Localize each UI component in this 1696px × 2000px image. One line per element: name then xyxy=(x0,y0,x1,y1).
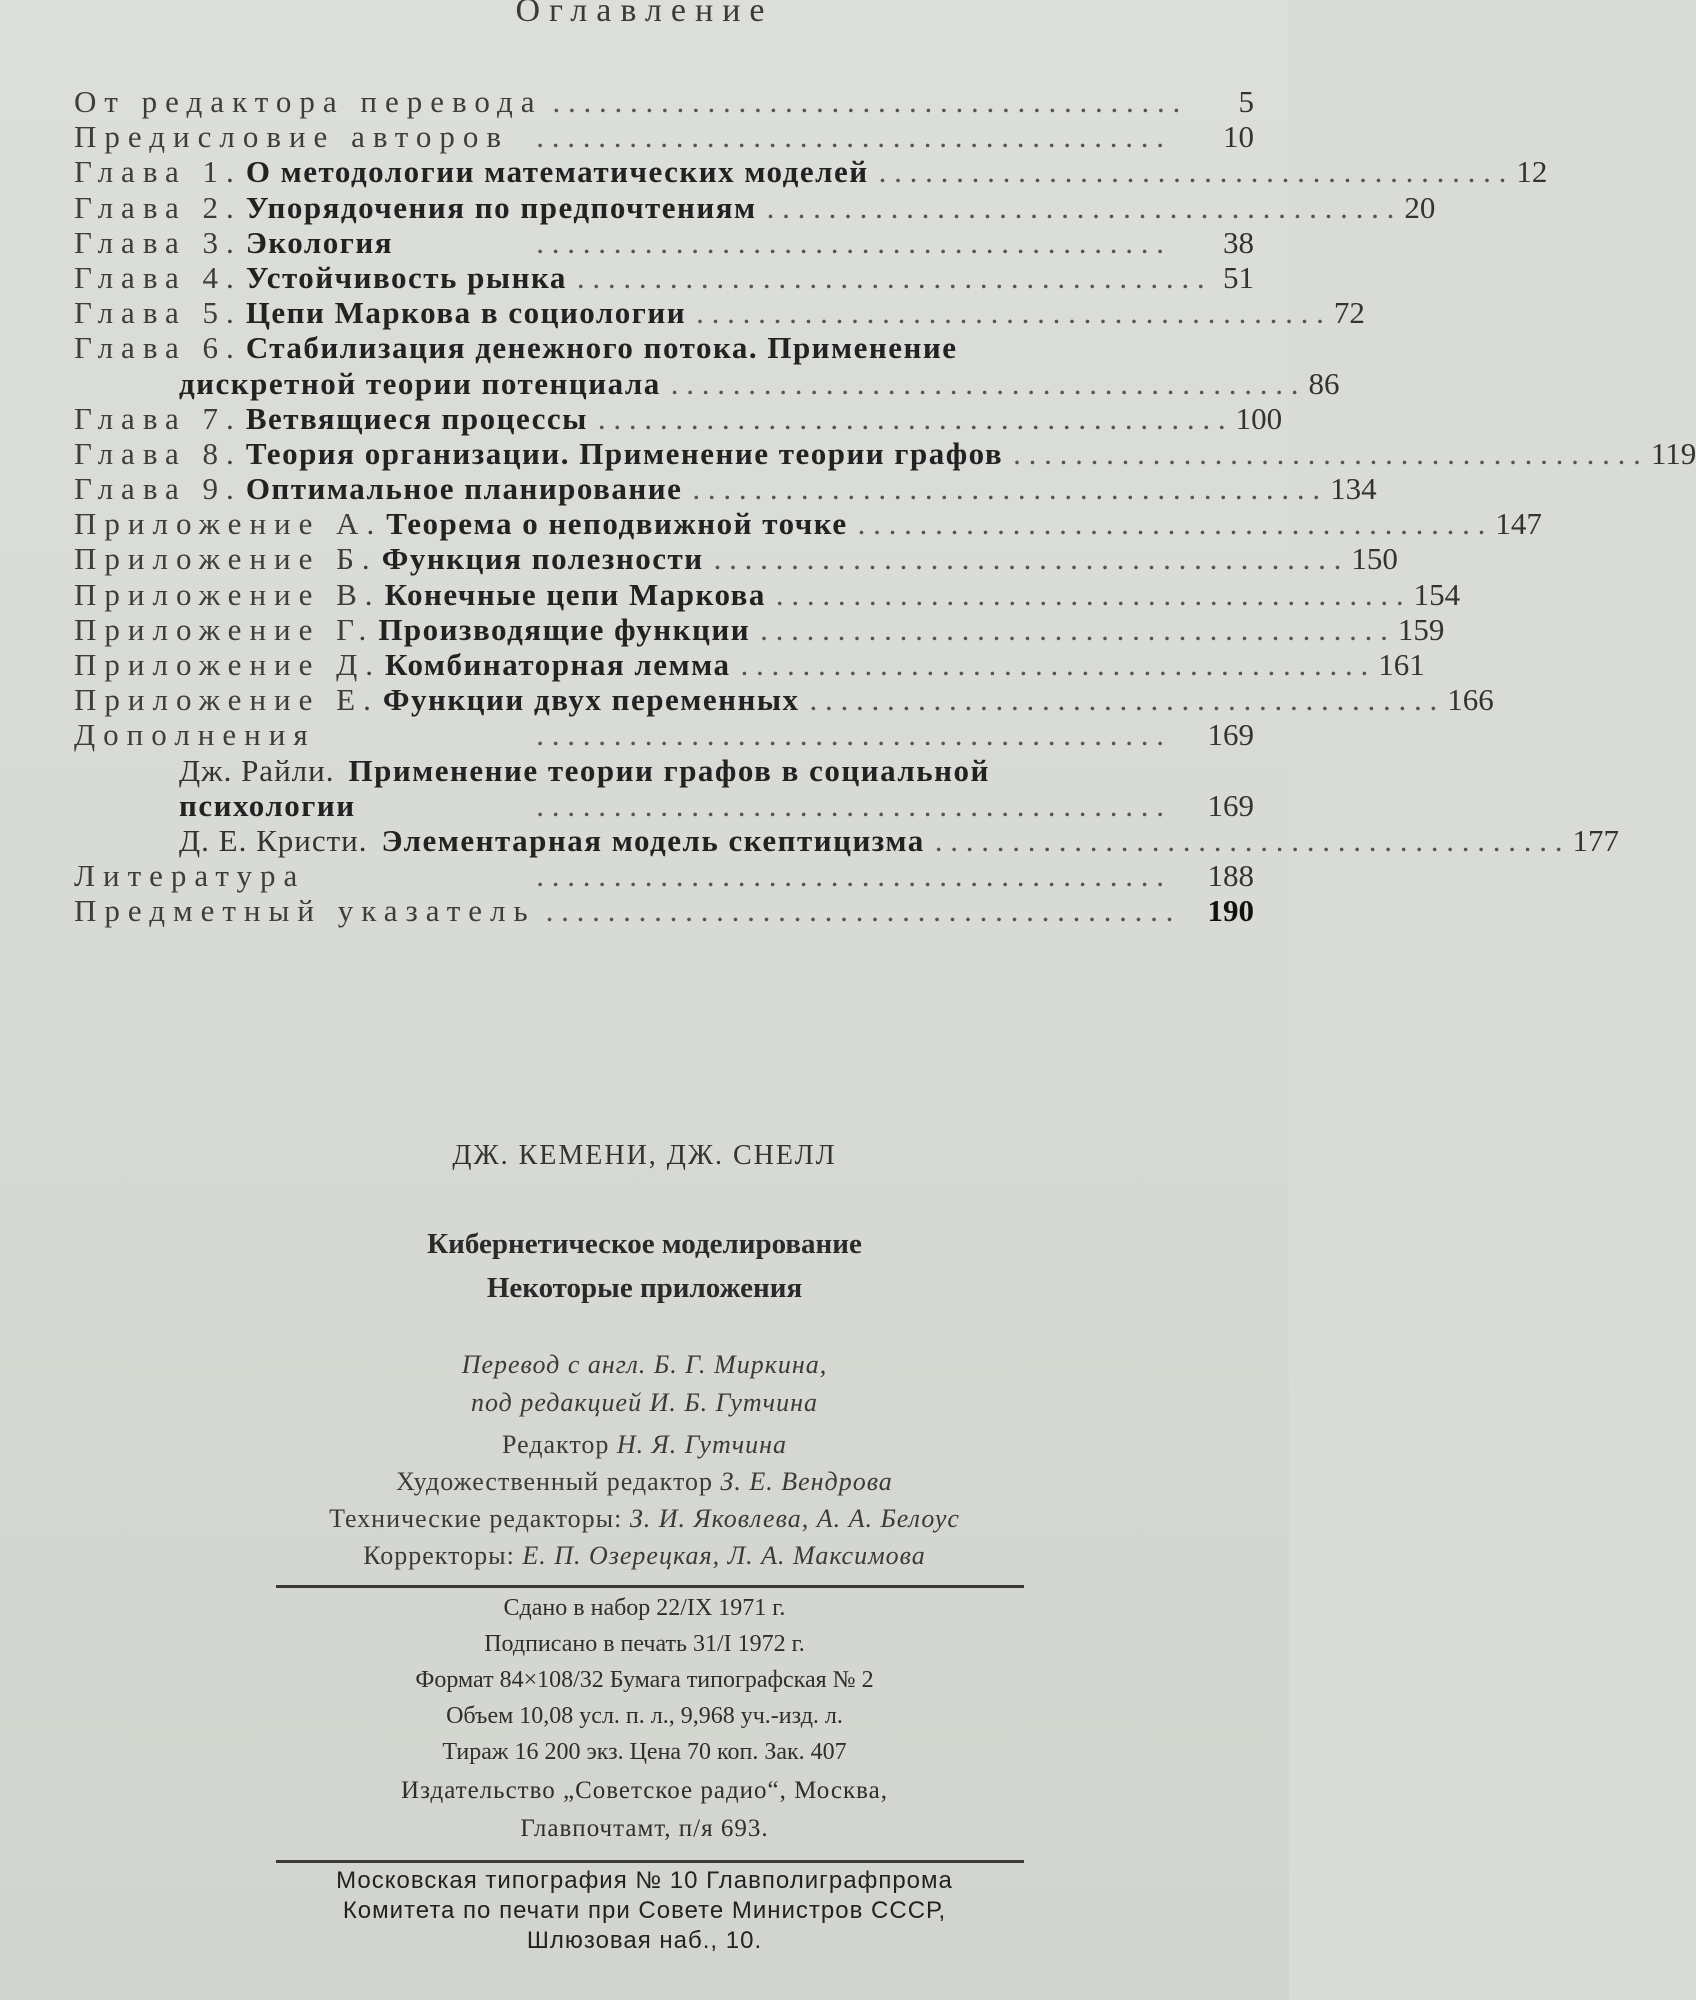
toc-dot-leader: . . . . . . . . . . . . . . . . . . . . . . . . . . . . . . . . . . . . . . . . . xyxy=(536,119,1164,155)
publisher-info xyxy=(0,1772,1289,1848)
toc-dot-leader: . . . . . . . . . . . . . . . . . . . . . . . . . . . . . . . . . . . . . . . . . xyxy=(536,717,1164,753)
toc-entry-title: Элементарная модель скептицизма xyxy=(381,822,925,858)
book-title xyxy=(0,1222,1289,1310)
toc-entry-prefix: Предметный указатель xyxy=(74,893,536,929)
translation-line1: Перевод с англ. Б. Г. Миркина, xyxy=(461,1350,828,1379)
toc-heading: Оглавление xyxy=(515,0,774,29)
toc-entry-page: 134 xyxy=(1330,471,1377,507)
editors-block xyxy=(0,1426,1289,1574)
toc-dot-leader: . . . . . . . . . . . . . . . . . . . . . . . . . . . . . . . . . . . . . . . . . xyxy=(1013,435,1641,471)
typography-line2: Комитета по печати при Совете Министров СССР, xyxy=(342,1897,947,1924)
toc-entry-prefix: От редактора перевода xyxy=(74,84,543,119)
toc-entry-title: Конечные цепи Маркова xyxy=(384,576,766,612)
toc-entry-page: 188 xyxy=(1207,858,1254,894)
toc-entry xyxy=(74,189,1436,225)
translation-credits xyxy=(0,1346,1289,1422)
toc-entry-prefix: Литература xyxy=(74,858,306,894)
toc-dot-leader: . . . . . . . . . . . . . . . . . . . . . . . . . . . . . . . . . . . . . . . . . xyxy=(713,541,1342,577)
toc-entry-page: 100 xyxy=(1235,400,1283,436)
toc-entry-page: 159 xyxy=(1397,611,1445,647)
toc-dot-leader: . . . . . . . . . . . . . . . . . . . . . . . . . . . . . . . . . . . . . . . . . xyxy=(878,154,1507,190)
toc-entry-prefix: Глава 6. xyxy=(74,330,242,366)
toc-entry-prefix: Приложение Д. xyxy=(74,647,382,682)
toc-entry-prefix: Дополнения xyxy=(74,717,316,753)
toc-entry-author: Д. Е. Кристи. xyxy=(179,822,368,858)
correctors-label: Корректоры: xyxy=(363,1541,515,1570)
toc-entry-page: 147 xyxy=(1495,506,1542,542)
toc-entry-page: 5 xyxy=(1238,84,1254,119)
toc-entry xyxy=(74,471,1377,507)
book-title-line2: Некоторые приложения xyxy=(486,1272,803,1304)
toc-dot-leader: . . . . . . . . . . . . . . . . . . . . . . . . . . . . . . . . . . . . . . . . . xyxy=(760,611,1388,647)
toc-entry xyxy=(74,822,1619,858)
toc-entry xyxy=(74,682,1494,718)
toc-entry-title: Оптимальное планирование xyxy=(245,471,683,507)
tech-editors-line xyxy=(0,1500,1289,1537)
editor-name: Н. Я. Гутчина xyxy=(616,1430,788,1459)
toc-entry-prefix: Глава 8. xyxy=(74,435,242,471)
toc-entry xyxy=(74,119,1254,154)
typography-line3: Шлюзовая наб., 10. xyxy=(526,1927,763,1954)
toc-entry-title: Производящие функции xyxy=(378,611,751,647)
toc-entry-prefix: Глава 2. xyxy=(74,189,242,225)
toc-dot-leader: . . . . . . . . . . . . . . . . . . . . . . . . . . . . . . . . . . . . . . . . . xyxy=(809,682,1438,718)
toc-entry-title-cont: дискретной теории потенциала xyxy=(179,365,661,401)
print-line: Тираж 16 200 экз. Цена 70 коп. Зак. 407 xyxy=(442,1739,847,1765)
book-title-line1: Кибернетическое моделирование xyxy=(427,1228,862,1260)
toc-entry xyxy=(74,858,1254,893)
toc-entry xyxy=(74,154,1548,190)
toc-entry xyxy=(74,84,1254,119)
toc-entry xyxy=(74,225,1254,260)
toc-entry-title: Теорема о неподвижной точке xyxy=(386,506,848,542)
toc-dot-leader: . . . . . . . . . . . . . . . . . . . . . . . . . . . . . . . . . . . . . . . . . xyxy=(552,84,1181,119)
toc-dot-leader: . . . . . . . . . . . . . . . . . . . . . . . . . . . . . . . . . . . . . . . . . xyxy=(545,893,1174,929)
toc-entry-page: 190 xyxy=(1207,893,1254,929)
print-details xyxy=(0,1590,1289,1770)
toc-entry-page: 169 xyxy=(1207,717,1254,753)
toc-entry-title: Ветвящиеся процессы xyxy=(245,400,588,436)
toc-entry-title: Стабилизация денежного потока. Применение xyxy=(245,330,958,366)
publisher-line2: Главпочтамт, п/я 693. xyxy=(520,1815,769,1842)
toc-entry-page: 86 xyxy=(1308,365,1340,401)
toc-entry xyxy=(74,506,1542,542)
print-line: Объем 10,08 усл. п. л., 9,968 уч.-изд. л. xyxy=(446,1703,843,1729)
toc-entry-prefix: Приложение Е. xyxy=(74,682,379,718)
toc-entry-page: 150 xyxy=(1351,541,1398,577)
book-authors: ДЖ. КЕМЕНИ, ДЖ. СНЕЛЛ xyxy=(452,1140,837,1171)
toc-entry-page: 51 xyxy=(1223,259,1254,295)
toc-entry-page: 169 xyxy=(1207,787,1254,823)
toc-entry-page: 38 xyxy=(1223,224,1254,260)
toc-entry-page: 20 xyxy=(1404,189,1436,225)
toc-entry xyxy=(74,893,1254,928)
editor-line xyxy=(0,1426,1289,1463)
toc-entry-title: Устойчивость рынка xyxy=(245,259,567,295)
divider-bottom xyxy=(276,1860,1024,1863)
toc-entry xyxy=(74,753,1254,788)
toc-dot-leader: . . . . . . . . . . . . . . . . . . . . . . . . . . . . . . . . . . . . . . . . . xyxy=(576,259,1205,295)
print-line: Подписано в печать 31/I 1972 г. xyxy=(484,1631,805,1657)
toc-entry-title: Функция полезности xyxy=(381,541,704,577)
print-line: Сдано в набор 22/IX 1971 г. xyxy=(503,1595,786,1621)
editor-label: Редактор xyxy=(501,1430,610,1459)
print-line: Формат 84×108/32 Бумага типографская № 2 xyxy=(415,1667,874,1693)
toc-entry-page: 72 xyxy=(1333,295,1365,331)
toc-entry-title: Применение теории графов в социальной xyxy=(348,752,990,788)
toc-entry xyxy=(74,260,1254,295)
toc-entry-prefix: Приложение А. xyxy=(74,506,383,542)
toc-entry-title: Упорядочения по предпочтениям xyxy=(245,189,757,225)
toc-dot-leader: . . . . . . . . . . . . . . . . . . . . . . . . . . . . . . . . . . . . . . . . . xyxy=(536,224,1164,260)
toc-entry-title: О методологии математических моделей xyxy=(245,154,869,190)
typography-info xyxy=(0,1866,1289,1956)
toc-entry-title: Цепи Маркова в социологии xyxy=(245,295,687,331)
toc-entry-title: Функции двух переменных xyxy=(382,682,800,718)
toc-entry-prefix: Глава 9. xyxy=(74,471,242,507)
toc-dot-leader: . . . . . . . . . . . . . . . . . . . . . . . . . . . . . . . . . . . . . . . . . xyxy=(597,400,1226,436)
toc-entry xyxy=(74,717,1254,752)
tech-editors-names: З. И. Яковлева, А. А. Белоус xyxy=(629,1504,960,1533)
toc-entry xyxy=(74,400,1283,436)
toc-entry-author: Дж. Райли. xyxy=(179,752,335,788)
toc-entry-page: 119 xyxy=(1650,435,1696,471)
translation-line2: под редакцией И. Б. Гутчина xyxy=(471,1388,818,1417)
toc-entry xyxy=(74,295,1365,331)
correctors-line xyxy=(0,1537,1289,1574)
toc-entry-prefix: Глава 7. xyxy=(74,400,242,436)
toc-entry-prefix: Предисловие авторов xyxy=(74,119,509,155)
toc-entry-prefix: Приложение Г. xyxy=(74,611,375,647)
toc-entry-page: 161 xyxy=(1378,647,1425,682)
toc-entry-title-cont: психологии xyxy=(179,787,356,823)
toc-entry-page: 10 xyxy=(1223,119,1254,155)
publisher-line1: Издательство „Советское радио“, Москва, xyxy=(401,1777,888,1804)
toc-entry-title: Теория организации. Применение теории графов xyxy=(245,435,1004,471)
toc-entry xyxy=(74,435,1696,471)
art-editor-line xyxy=(0,1463,1289,1500)
correctors-names: Е. П. Озерецкая, Л. А. Максимова xyxy=(522,1541,926,1570)
toc-dot-leader: . . . . . . . . . . . . . . . . . . . . . . . . . . . . . . . . . . . . . . . . . xyxy=(775,576,1404,612)
toc-entry xyxy=(74,611,1445,647)
divider-top xyxy=(276,1585,1024,1588)
toc-entry-title: Комбинаторная лемма xyxy=(385,647,731,682)
toc-entry-continuation xyxy=(74,788,1254,823)
art-editor-label: Художественный редактор xyxy=(396,1467,713,1496)
toc-entry-prefix: Приложение В. xyxy=(74,576,381,612)
toc-entry xyxy=(74,541,1398,577)
toc-entry xyxy=(74,576,1461,612)
toc-entry-prefix: Приложение Б. xyxy=(74,541,378,577)
table-of-contents xyxy=(74,84,1696,929)
toc-dot-leader: . . . . . . . . . . . . . . . . . . . . . . . . . . . . . . . . . . . . . . . . . xyxy=(934,822,1563,858)
toc-entry-prefix: Глава 1. xyxy=(74,154,242,190)
art-editor-name: З. Е. Вендрова xyxy=(720,1467,893,1496)
toc-entry-page: 166 xyxy=(1447,682,1494,718)
toc-entry-page: 177 xyxy=(1572,822,1619,858)
toc-dot-leader: . . . . . . . . . . . . . . . . . . . . . . . . . . . . . . . . . . . . . . . . . xyxy=(696,295,1324,331)
toc-dot-leader: . . . . . . . . . . . . . . . . . . . . . . . . . . . . . . . . . . . . . . . . . xyxy=(740,647,1369,682)
toc-entry xyxy=(74,647,1425,682)
toc-entry-page: 154 xyxy=(1413,576,1461,612)
toc-entry-prefix: Глава 3. xyxy=(74,224,242,260)
toc-dot-leader: . . . . . . . . . . . . . . . . . . . . . . . . . . . . . . . . . . . . . . . . . xyxy=(536,858,1164,894)
toc-dot-leader: . . . . . . . . . . . . . . . . . . . . . . . . . . . . . . . . . . . . . . . . . xyxy=(692,471,1321,507)
toc-dot-leader: . . . . . . . . . . . . . . . . . . . . . . . . . . . . . . . . . . . . . . . . . xyxy=(857,506,1486,542)
toc-dot-leader: . . . . . . . . . . . . . . . . . . . . . . . . . . . . . . . . . . . . . . . . . xyxy=(766,189,1395,225)
toc-entry-prefix: Глава 5. xyxy=(74,295,242,331)
toc-entry xyxy=(74,330,1254,365)
toc-entry-title: Экология xyxy=(245,224,393,260)
tech-editors-label: Технические редакторы: xyxy=(329,1504,623,1533)
toc-entry-page: 12 xyxy=(1516,154,1548,190)
toc-entry-continuation xyxy=(74,365,1340,401)
typography-line1: Московская типография № 10 Главполиграфпрома xyxy=(336,1867,953,1894)
toc-entry-prefix: Глава 4. xyxy=(74,259,242,295)
toc-dot-leader: . . . . . . . . . . . . . . . . . . . . . . . . . . . . . . . . . . . . . . . . . xyxy=(670,365,1299,401)
toc-dot-leader: . . . . . . . . . . . . . . . . . . . . . . . . . . . . . . . . . . . . . . . . . xyxy=(536,787,1164,823)
